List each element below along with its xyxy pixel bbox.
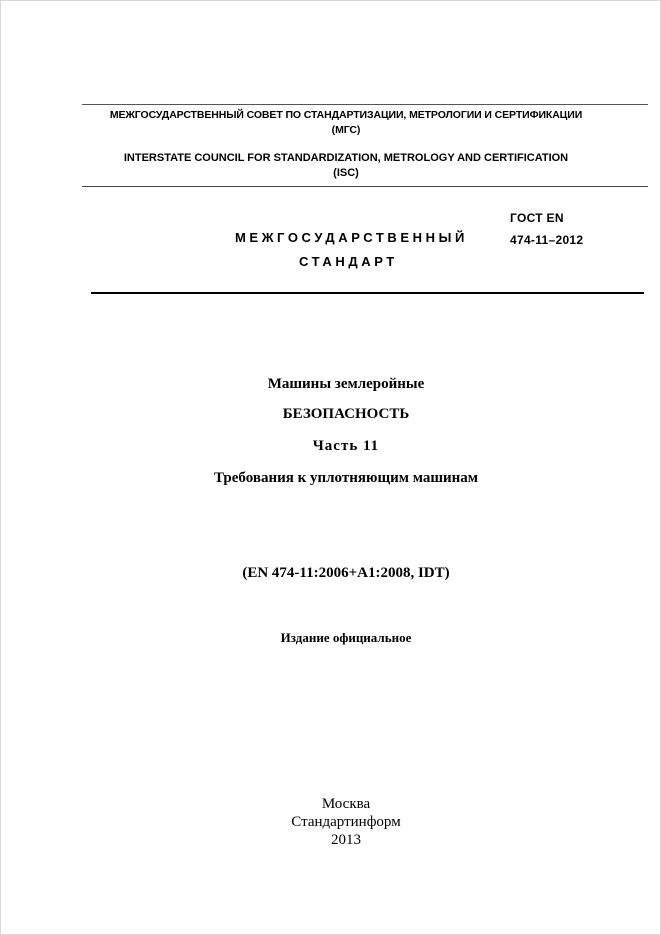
edition-note: Издание официальное xyxy=(280,630,412,645)
top-rule xyxy=(82,104,648,105)
standard-code-number: 474-11–2012 xyxy=(510,233,584,247)
document-part: Часть 11 xyxy=(312,438,380,454)
council-en-abbr: (ISC) xyxy=(333,167,359,179)
council-en-block xyxy=(40,151,652,181)
council-ru-abbr: (МГС) xyxy=(331,124,361,136)
imprint-year: 2013 xyxy=(331,832,361,848)
council-ru-block xyxy=(40,108,652,138)
en-reference: (EN 474-11:2006+A1:2008, IDT) xyxy=(242,565,450,581)
document-title: Требования к уплотняющим машинам xyxy=(213,470,478,486)
council-en-name: INTERSTATE COUNCIL FOR STANDARDIZATION, METROLOGY AND CERTIFICATION xyxy=(123,152,569,164)
standard-title-line1: МЕЖГОСУДАРСТВЕННЫЙ xyxy=(235,230,468,245)
standard-code-prefix: ГОСТ EN xyxy=(510,211,564,225)
imprint-publisher: Стандартинформ xyxy=(291,814,401,830)
middle-rule xyxy=(82,186,648,187)
bottom-rule xyxy=(91,292,644,294)
document-subject: Машины землеройные xyxy=(267,376,425,392)
council-ru-name: МЕЖГОСУДАРСТВЕННЫЙ СОВЕТ ПО СТАНДАРТИЗАЦИИ, МЕТРОЛОГИИ И СЕРТИФИКАЦИИ xyxy=(109,109,583,121)
standard-title-line2: СТАНДАРТ xyxy=(299,254,398,269)
document-topic: БЕЗОПАСНОСТЬ xyxy=(282,406,410,422)
imprint-city: Москва xyxy=(321,796,371,812)
